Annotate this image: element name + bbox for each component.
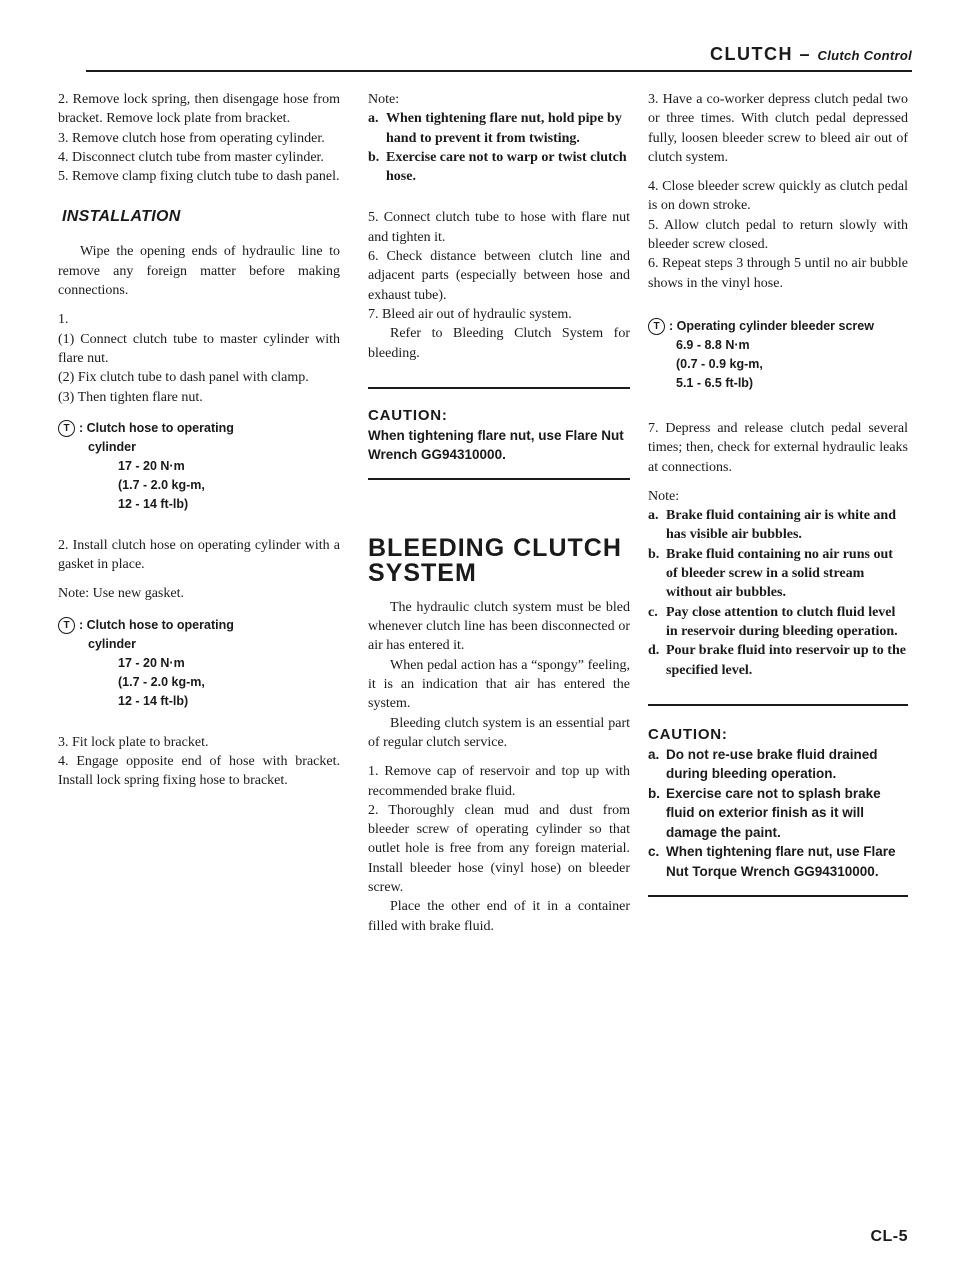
note-item <box>648 545 908 603</box>
note-item <box>368 109 630 148</box>
caution-key: c. <box>648 844 660 860</box>
caution-key: a. <box>648 746 660 762</box>
note-item <box>368 148 630 187</box>
caution-rule-top <box>368 387 630 389</box>
torque-value-kgm: (0.7 - 0.9 kg-m, <box>676 356 763 371</box>
torque-wrench-icon: T <box>58 617 75 634</box>
substep: (2) Fix clutch tube to dash panel with clamp. <box>58 370 309 386</box>
note-key: c. <box>648 604 658 620</box>
torque-label: : Operating cylinder bleeder screw <box>669 318 874 333</box>
header-subtitle: Clutch Control <box>817 48 912 63</box>
section-heading-line-1: BLEEDING CLUTCH <box>368 533 622 562</box>
header-title: CLUTCH <box>710 44 794 64</box>
torque-label-cont: cylinder <box>88 439 136 454</box>
torque-value-ftlb: 5.1 - 6.5 ft-lb) <box>676 375 754 390</box>
removal-step: 3. Remove clutch hose from operating cylinder. <box>58 130 325 146</box>
torque-value-ftlb: 12 - 14 ft-lb) <box>118 496 189 511</box>
note-heading: Note: <box>648 488 680 504</box>
final-step: 4. Engage opposite end of hose with bracket. Install lock spring fixing hose to bracket. <box>58 754 340 789</box>
caution-text: When tightening flare nut, use Flare Nut Torque Wrench GG94310000. <box>666 844 896 879</box>
note-key: d. <box>648 643 660 659</box>
torque-value-kgm: (1.7 - 2.0 kg-m, <box>118 477 205 492</box>
caution-item <box>648 784 908 843</box>
torque-label: : Clutch hose to operating <box>79 420 234 435</box>
note-key: a. <box>368 111 379 127</box>
removal-step: 5. Remove clamp fixing clutch tube to dash panel. <box>58 169 340 185</box>
note-text: When tightening flare nut, hold pipe by hand to prevent it from twisting. <box>386 111 622 146</box>
note-gasket: Note: Use new gasket. <box>58 586 184 602</box>
caution-item <box>648 745 908 784</box>
section-heading-bleeding <box>368 533 630 587</box>
caution-text: When tightening flare nut, use Flare Nut Wrench GG94310000. <box>368 427 624 462</box>
torque-value-ftlb: 12 - 14 ft-lb) <box>118 693 189 708</box>
substep: (3) Then tighten flare nut. <box>58 389 203 405</box>
column-3 <box>648 90 908 897</box>
caution-heading: CAUTION: <box>368 406 448 424</box>
step-2: 2. Install clutch hose on operating cylinder with a gasket in place. <box>58 537 340 573</box>
procedure-step: 5. Connect clutch tube to hose with flare nut and tighten it. <box>368 210 630 245</box>
running-header <box>710 44 912 65</box>
page-number: CL-5 <box>870 1228 908 1245</box>
bleeding-step-cont: Place the other end of it in a container filled with brake fluid. <box>368 899 630 934</box>
note-key: a. <box>648 508 659 524</box>
bleeding-step: 2. Thoroughly clean mud and dust from bleeder screw of operating cylinder so that outlet hole is free from any foreign material. Install bleeder hose (vinyl hose) on bleeder screw. <box>368 802 630 896</box>
torque-wrench-icon: T <box>58 420 75 437</box>
column-2 <box>368 90 630 936</box>
note-text: Brake fluid containing no air runs out of bleeder screw in a solid stream without air bubbles. <box>666 546 893 601</box>
note-text: Pay close attention to clutch fluid level in reservoir during bleeding operation. <box>666 604 898 639</box>
bleeding-step: 5. Allow clutch pedal to return slowly with bleeder screw closed. <box>648 217 908 253</box>
header-rule <box>86 70 912 72</box>
column-1 <box>58 90 340 791</box>
note-key: b. <box>648 546 660 562</box>
bleeding-step: 6. Repeat steps 3 through 5 until no air bubble shows in the vinyl hose. <box>648 256 908 291</box>
torque-spec <box>648 317 908 393</box>
removal-step: 2. Remove lock spring, then disengage hose from bracket. Remove lock plate from bracket. <box>58 92 340 127</box>
removal-step: 4. Disconnect clutch tube from master cylinder. <box>58 149 324 165</box>
final-step: 3. Fit lock plate to bracket. <box>58 734 209 750</box>
procedure-step: 6. Check distance between clutch line and adjacent parts (especially between hose and exhaust tube). <box>368 249 630 303</box>
torque-label: : Clutch hose to operating <box>79 617 234 632</box>
bleeding-step: 1. Remove cap of reservoir and top up with recommended brake fluid. <box>368 764 630 799</box>
note-item <box>648 641 908 680</box>
installation-heading: INSTALLATION <box>62 208 181 226</box>
bleeding-para: When pedal action has a “spongy” feeling, it is an indication that air has entered the system. <box>368 657 630 712</box>
section-heading-line-2: SYSTEM <box>368 558 477 587</box>
caution-key: b. <box>648 785 660 801</box>
bleeding-para: Bleeding clutch system is an essential part of regular clutch service. <box>368 715 630 750</box>
step-7: 7. Depress and release clutch pedal several times; then, check for external hydraulic leaks at connections. <box>648 420 908 475</box>
note-text: Exercise care not to warp or twist clutch hose. <box>386 149 627 185</box>
header-separator: – <box>793 44 818 64</box>
bleeding-para: The hydraulic clutch system must be bled whenever clutch line has been disconnected or air has entered it. <box>368 599 630 654</box>
note-key: b. <box>368 149 380 165</box>
caution-text: Do not re-use brake fluid drained during bleeding operation. <box>666 746 878 782</box>
procedure-step-cont: Refer to Bleeding Clutch System for bleeding. <box>368 326 630 361</box>
note-item <box>648 506 908 545</box>
note-heading: Note: <box>368 92 400 107</box>
torque-label-cont: cylinder <box>88 636 136 651</box>
torque-spec <box>58 616 340 711</box>
caution-text: Exercise care not to splash brake fluid on exterior finish as it will damage the paint. <box>666 785 881 840</box>
torque-value-kgm: (1.7 - 2.0 kg-m, <box>118 674 205 689</box>
note-text: Pour brake fluid into reservoir up to the specified level. <box>666 643 906 678</box>
caution-heading: CAUTION: <box>648 725 728 743</box>
procedure-step: 7. Bleed air out of hydraulic system. <box>368 306 572 322</box>
note-item <box>648 603 908 642</box>
caution-box <box>648 726 908 882</box>
torque-value-nm: 17 - 20 N·m <box>118 655 185 670</box>
caution-item <box>648 842 908 881</box>
torque-value-nm: 17 - 20 N·m <box>118 458 185 473</box>
caution-box <box>368 407 630 464</box>
note-text: Brake fluid containing air is white and has visible air bubbles. <box>666 508 897 543</box>
substep: (1) Connect clutch tube to master cylinder with flare nut. <box>58 331 340 366</box>
caution-rule-top <box>648 704 908 706</box>
caution-rule-bottom <box>648 895 908 897</box>
torque-value-nm: 6.9 - 8.8 N·m <box>676 337 750 352</box>
bleeding-step: 3. Have a co-worker depress clutch pedal two or three times. With clutch pedal depressed fully, loosen bleeder screw to bleed air out of clutch system. <box>648 92 908 165</box>
installation-intro: Wipe the opening ends of hydraulic line to remove any foreign matter before making connections. <box>58 244 340 299</box>
step-1-label: 1. <box>58 312 69 328</box>
torque-spec <box>58 419 340 514</box>
bleeding-step: 4. Close bleeder screw quickly as clutch pedal is on down stroke. <box>648 179 908 214</box>
torque-wrench-icon: T <box>648 318 665 335</box>
